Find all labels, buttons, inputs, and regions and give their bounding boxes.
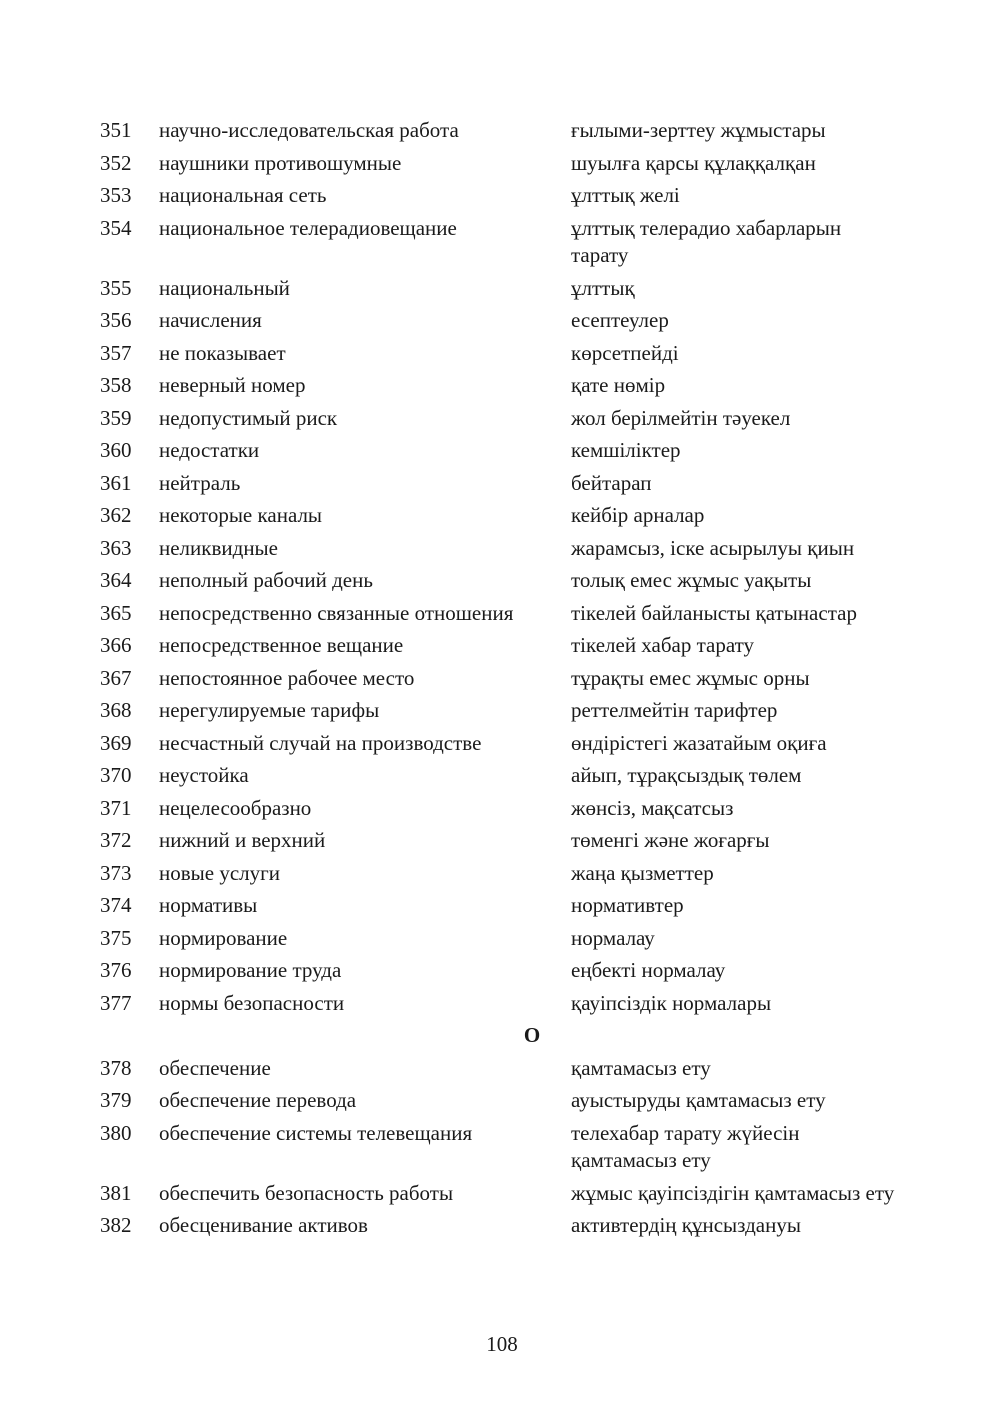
entry-number: 368 — [100, 698, 132, 722]
glossary-entry — [0, 632, 1004, 660]
entry-number: 367 — [100, 665, 132, 690]
entry-number: 361 — [100, 470, 132, 495]
entry-kazakh-term: қате нөмір — [571, 373, 666, 397]
glossary-entry — [0, 827, 1004, 855]
glossary-entry — [0, 762, 1004, 790]
entry-number: 379 — [100, 1088, 132, 1112]
entry-number: 380 — [100, 1120, 132, 1145]
entry-kazakh-term: көрсетпейді — [571, 340, 679, 365]
entry-number: 377 — [100, 990, 132, 1015]
entry-kazakh-term: есептеулер — [571, 308, 669, 332]
entry-russian-term: наушники противошумные — [159, 150, 402, 175]
entry-kazakh-term: активтердің құнсыздануы — [571, 1213, 801, 1237]
entry-russian-term: обеспечение — [159, 1055, 271, 1080]
entry-number: 357 — [100, 340, 132, 365]
glossary-entry — [0, 437, 1004, 465]
entry-kazakh-term: шуылға қарсы құлаққалқан — [571, 150, 816, 175]
entry-kazakh-term: өндірістегі жазатайым оқиға — [571, 730, 827, 755]
entry-russian-term: нерегулируемые тарифы — [159, 698, 380, 722]
glossary-entry — [0, 892, 1004, 920]
entry-number: 362 — [100, 503, 132, 527]
entry-kazakh-term: бейтарап — [571, 470, 652, 495]
entry-number: 382 — [100, 1213, 132, 1237]
entry-russian-term: недопустимый риск — [159, 405, 338, 430]
entry-russian-term: национальная сеть — [159, 183, 327, 207]
glossary-list — [0, 117, 1004, 1245]
entry-kazakh-term: ұлттық телерадио хабарларын тарату — [571, 215, 842, 267]
entry-kazakh-term: нормативтер — [571, 893, 684, 917]
glossary-entry — [0, 117, 1004, 145]
glossary-entry — [0, 405, 1004, 433]
entries-group-n — [0, 117, 1004, 1017]
entry-russian-term: некоторые каналы — [159, 503, 323, 527]
entries-group-o — [0, 1055, 1004, 1240]
entry-number: 373 — [100, 860, 132, 885]
entry-kazakh-term: тұрақты емес жұмыс орны — [571, 665, 810, 690]
entry-kazakh-term: жөнсіз, мақсатсыз — [571, 795, 734, 820]
entry-kazakh-term: ұлттық — [571, 275, 635, 300]
entry-russian-term: неверный номер — [159, 373, 306, 397]
entry-russian-term: нижний и верхний — [159, 828, 326, 852]
entry-number: 369 — [100, 730, 132, 755]
glossary-entry — [0, 567, 1004, 595]
glossary-entry — [0, 990, 1004, 1018]
entry-number: 353 — [100, 183, 132, 207]
entry-number: 371 — [100, 795, 132, 820]
entry-russian-term: нецелесообразно — [159, 795, 312, 820]
entry-russian-term: неликвидные — [159, 535, 278, 560]
entry-russian-term: неустойка — [159, 763, 249, 787]
entry-russian-term: обеспечение перевода — [159, 1088, 357, 1112]
entry-russian-term: научно-исследовательская работа — [159, 118, 459, 142]
entry-number: 355 — [100, 275, 132, 300]
entry-russian-term: начисления — [159, 308, 262, 332]
entry-russian-term: непостоянное рабочее место — [159, 665, 415, 690]
entry-russian-term: национальное телерадиовещание — [159, 215, 457, 240]
entry-russian-term: непосредственное вещание — [159, 633, 404, 657]
glossary-entry — [0, 795, 1004, 823]
entry-kazakh-term: ғылыми-зерттеу жұмыстары — [571, 118, 826, 142]
glossary-entry — [0, 925, 1004, 953]
entry-number: 366 — [100, 633, 132, 657]
glossary-entry — [0, 1055, 1004, 1083]
entry-russian-term: непосредственно связанные отношения — [159, 600, 514, 625]
entry-kazakh-term: нормалау — [571, 925, 655, 950]
entry-russian-term: не показывает — [159, 340, 286, 365]
entry-number: 352 — [100, 150, 132, 175]
entry-russian-term: неполный рабочий день — [159, 568, 373, 592]
entry-number: 378 — [100, 1055, 132, 1080]
glossary-entry — [0, 307, 1004, 335]
glossary-entry — [0, 182, 1004, 210]
entry-kazakh-term: еңбекті нормалау — [571, 958, 726, 982]
glossary-entry — [0, 600, 1004, 628]
entry-russian-term: недостатки — [159, 438, 260, 462]
entry-russian-term: несчастный случай на производстве — [159, 730, 482, 755]
entry-number: 375 — [100, 925, 132, 950]
glossary-entry — [0, 215, 1004, 270]
entry-kazakh-term: ауыстыруды қамтамасыз ету — [571, 1088, 826, 1112]
entry-russian-term: обесценивание активов — [159, 1213, 368, 1237]
glossary-entry — [0, 730, 1004, 758]
entry-russian-term: нормирование — [159, 925, 288, 950]
entry-kazakh-term: кейбір арналар — [571, 503, 705, 527]
entry-russian-term: обеспечить безопасность работы — [159, 1180, 454, 1205]
entry-kazakh-term: телехабар тарату жүйесін қамтамасыз ету — [571, 1120, 800, 1172]
entry-russian-term: нейтраль — [159, 470, 241, 495]
entry-kazakh-term: қамтамасыз ету — [571, 1055, 711, 1080]
entry-kazakh-term: ұлттық желі — [571, 183, 680, 207]
entry-number: 358 — [100, 373, 132, 397]
glossary-entry — [0, 1180, 1004, 1208]
entry-russian-term: нормативы — [159, 893, 258, 917]
glossary-entry — [0, 372, 1004, 400]
glossary-entry — [0, 860, 1004, 888]
entry-number: 381 — [100, 1180, 132, 1205]
entry-kazakh-term: айып, тұрақсыздық төлем — [571, 763, 802, 787]
glossary-entry — [0, 340, 1004, 368]
entry-kazakh-term: жұмыс қауіпсіздігін қамтамасыз ету — [571, 1180, 895, 1205]
glossary-entry — [0, 697, 1004, 725]
entry-kazakh-term: кемшіліктер — [571, 438, 681, 462]
entry-number: 351 — [100, 118, 132, 142]
entry-kazakh-term: төменгі және жоғарғы — [571, 828, 770, 852]
entry-number: 360 — [100, 438, 132, 462]
glossary-entry — [0, 275, 1004, 303]
glossary-entry — [0, 1120, 1004, 1175]
glossary-entry — [0, 150, 1004, 178]
glossary-entry — [0, 535, 1004, 563]
entry-kazakh-term: реттелмейтін тарифтер — [571, 698, 778, 722]
glossary-entry — [0, 665, 1004, 693]
entry-kazakh-term: тікелей байланысты қатынастар — [571, 600, 857, 625]
glossary-entry — [0, 957, 1004, 985]
entry-russian-term: новые услуги — [159, 860, 280, 885]
entry-number: 364 — [100, 568, 132, 592]
entry-number: 370 — [100, 763, 132, 787]
entry-kazakh-term: жаңа қызметтер — [571, 860, 714, 885]
entry-russian-term: национальный — [159, 275, 290, 300]
entry-number: 363 — [100, 535, 132, 560]
entry-number: 356 — [100, 308, 132, 332]
entry-kazakh-term: жол берілмейтін тәуекел — [571, 405, 791, 430]
entry-number: 359 — [100, 405, 132, 430]
glossary-entry — [0, 1212, 1004, 1240]
entry-number: 376 — [100, 958, 132, 982]
entry-number: 374 — [100, 893, 132, 917]
entry-number: 372 — [100, 828, 132, 852]
glossary-entry — [0, 1087, 1004, 1115]
entry-russian-term: нормы безопасности — [159, 990, 345, 1015]
entry-russian-term: обеспечение системы телевещания — [159, 1120, 473, 1145]
entry-kazakh-term: толық емес жұмыс уақыты — [571, 568, 812, 592]
entry-kazakh-term: тікелей хабар тарату — [571, 633, 755, 657]
entry-number: 365 — [100, 600, 132, 625]
glossary-entry — [0, 502, 1004, 530]
section-letter-heading: О — [523, 1023, 541, 1047]
entry-russian-term: нормирование труда — [159, 958, 342, 982]
entry-kazakh-term: жарамсыз, іске асырылуы қиын — [571, 535, 855, 560]
page-number: 108 — [486, 1332, 518, 1356]
entry-number: 354 — [100, 215, 132, 240]
glossary-entry — [0, 470, 1004, 498]
entry-kazakh-term: қауіпсіздік нормалары — [571, 990, 772, 1015]
